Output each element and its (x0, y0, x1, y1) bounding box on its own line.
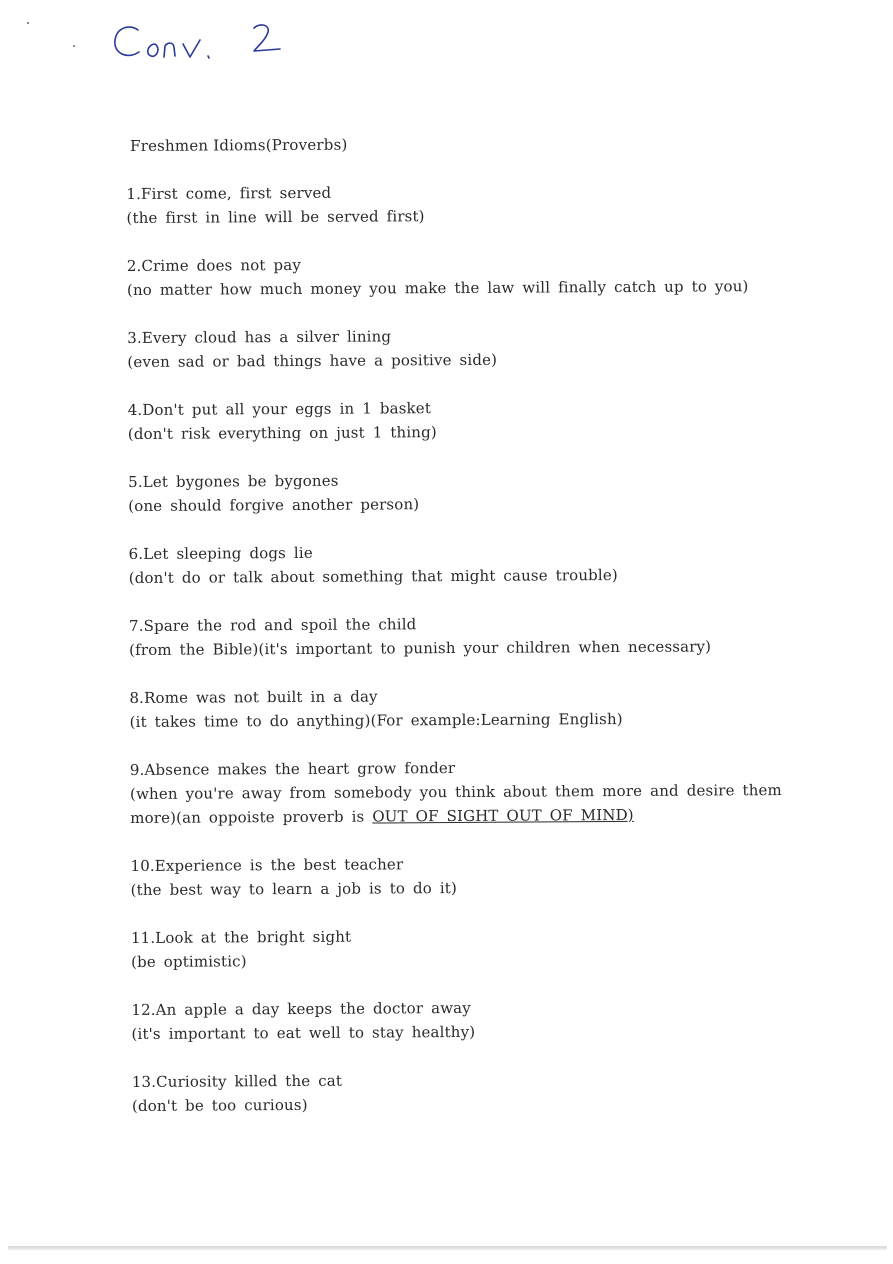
idiom-meaning-cont-text: more)(an oppoiste proverb is (130, 807, 373, 827)
scan-speck (27, 22, 29, 24)
scan-speck (73, 45, 75, 47)
idiom-item (130, 850, 790, 902)
idiom-meaning: (even sad or bad things have a positive side) (127, 350, 498, 371)
idiom-item (127, 322, 787, 374)
idiom-proverb: 12.An apple a day keeps the doctor away (131, 998, 471, 1019)
idiom-item (129, 682, 789, 734)
idiom-item (126, 178, 786, 230)
idiom-meaning-continued (130, 802, 790, 830)
idiom-meaning: (the best way to learn a job is to do it) (130, 878, 457, 899)
document-title: Freshmen Idioms(Proverbs) (130, 135, 348, 155)
idiom-item (128, 394, 788, 446)
idiom-meaning: (it's important to eat well to stay healthy) (131, 1022, 476, 1043)
idiom-item (131, 922, 791, 974)
idiom-item (128, 538, 788, 590)
idiom-meaning: (from the Bible)(it's important to punish your children when necessary) (129, 637, 712, 659)
idiom-proverb: 3.Every cloud has a silver lining (127, 327, 392, 347)
scan-bottom-edge (8, 1246, 887, 1250)
idiom-meaning: (be optimistic) (131, 952, 247, 971)
idiom-proverb: 8.Rome was not built in a day (129, 687, 378, 707)
idiom-proverb: 1.First come, first served (126, 183, 332, 203)
idiom-proverb: 2.Crime does not pay (126, 255, 301, 275)
document-body (126, 130, 792, 1142)
idiom-proverb: 4.Don't put all your eggs in 1 basket (127, 399, 432, 419)
idiom-item (128, 466, 788, 518)
idiom-meaning: (the first in line will be served first) (126, 207, 425, 227)
idiom-meaning: (it takes time to do anything)(For example:Learning English) (129, 709, 623, 731)
idiom-proverb: 10.Experience is the best teacher (130, 855, 404, 875)
opposite-proverb-underlined: OUT OF SIGHT OUT OF MIND) (372, 805, 634, 826)
idiom-proverb: 11.Look at the bright sight (130, 927, 352, 947)
handwritten-note (108, 14, 298, 72)
idiom-item (131, 994, 791, 1046)
idiom-proverb: 13.Curiosity killed the cat (131, 1071, 343, 1091)
idiom-item (130, 754, 790, 830)
idiom-meaning: (don't do or talk about something that might cause trouble) (128, 566, 618, 587)
idiom-meaning: (no matter how much money you make the law will finally catch up to you) (126, 277, 749, 299)
idiom-meaning: (don't be too curious) (131, 1095, 308, 1115)
idiom-meaning: (when you're away from somebody you think about them more and desire them (129, 781, 782, 803)
idiom-proverb: 9.Absence makes the heart grow fonder (129, 759, 456, 779)
idiom-item (127, 250, 787, 302)
idiom-meaning: (one should forgive another person) (128, 495, 420, 515)
idiom-item (132, 1066, 792, 1118)
idiom-proverb: 5.Let bygones be bygones (128, 471, 339, 491)
idiom-meaning: (don't risk everything on just 1 thing) (127, 423, 437, 443)
idiom-item (129, 610, 789, 662)
idiom-proverb: 7.Spare the rod and spoil the child (128, 615, 417, 635)
idiom-proverb: 6.Let sleeping dogs lie (128, 543, 313, 563)
